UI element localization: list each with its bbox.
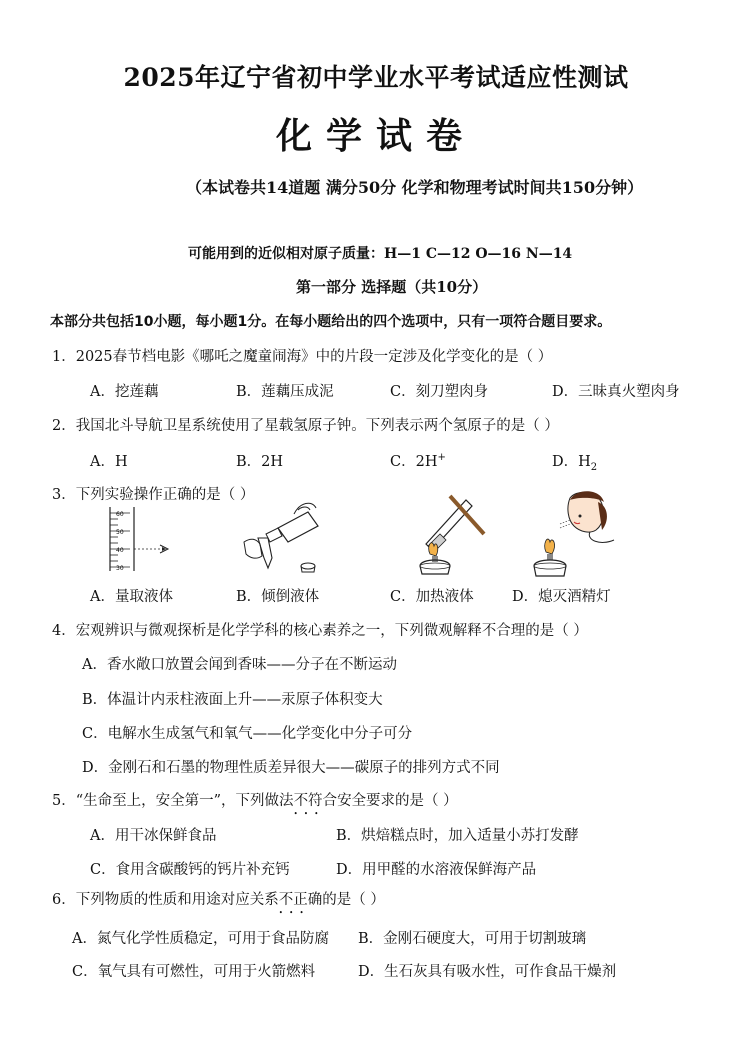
question-5-option-a: A．用干冰保鲜食品 xyxy=(90,828,217,844)
question-3-option-c: C．加热液体 xyxy=(390,589,474,605)
exam-info: （本试卷共14道题 满分50分 化学和物理考试时间共150分钟） xyxy=(186,178,644,197)
atomic-masses: 可能用到的近似相对原子质量：H—1 C—12 O—16 N—14 xyxy=(188,246,573,262)
question-2-option-b: B．2H xyxy=(236,454,284,470)
question-1-option-d: D．三昧真火塑肉身 xyxy=(552,384,680,400)
extinguish-lamp-figure xyxy=(530,490,620,582)
question-3-stem: 3．下列实验操作正确的是（ ） xyxy=(52,487,255,503)
question-4-option-b: B．体温计内汞柱液面上升——汞原子体积变大 xyxy=(82,692,383,708)
cylinder-tick-30: 30 xyxy=(116,565,124,572)
instructions: 本部分共包括10小题，每小题1分。在每小题给出的四个选项中，只有一项符合题目要求。 xyxy=(50,314,612,330)
question-6-stem: 6．下列物质的性质和用途对应关系不正确 • • •的是（ ） xyxy=(52,888,385,909)
question-6-option-b: B．金刚石硬度大，可用于切割玻璃 xyxy=(358,931,587,947)
pouring-liquid-figure xyxy=(238,498,328,576)
question-5-option-c: C．食用含碳酸钙的钙片补充钙 xyxy=(90,862,290,878)
question-4-stem: 4．宏观辨识与微观探析是化学学科的核心素养之一，下列微观解释不合理的是（ ） xyxy=(52,623,588,639)
question-1-option-a: A．挖莲藕 xyxy=(90,384,159,400)
question-4-option-d: D．金刚石和石墨的物理性质差异很大——碳原子的排列方式不同 xyxy=(82,760,500,776)
question-2-option-c: C．2H+ xyxy=(390,452,446,470)
question-2-stem: 2．我国北斗导航卫星系统使用了星载氢原子钟。下列表示两个氢原子的是（ ） xyxy=(52,418,559,434)
cylinder-tick-60: 60 xyxy=(116,511,124,518)
subject-title: 化学试卷 xyxy=(275,115,476,157)
question-3-option-d: D．熄灭酒精灯 xyxy=(512,589,611,605)
question-3-option-a: A．量取液体 xyxy=(90,589,173,605)
question-1-option-c: C．刻刀塑肉身 xyxy=(390,384,489,400)
question-2-option-d: D．$H_2$ xyxy=(552,454,598,473)
cylinder-tick-50: 50 xyxy=(116,529,124,536)
heating-liquid-figure xyxy=(410,494,496,580)
question-6-option-a: A．氮气化学性质稳定，可用于食品防腐 xyxy=(72,931,329,947)
question-6-option-d: D．生石灰具有吸水性，可作食品干燥剂 xyxy=(358,964,617,980)
question-5-stem: 5．“生命至上，安全第一”，下列做法不符合 • • •安全要求的是（ ） xyxy=(52,789,458,810)
emphasis-marker: 不符合 • • • xyxy=(294,793,338,809)
question-4-option-c: C．电解水生成氢气和氧气——化学变化中分子可分 xyxy=(82,726,413,742)
graduated-cylinder-figure xyxy=(100,505,180,575)
question-6-option-c: C．氧气具有可燃性，可用于火箭燃料 xyxy=(72,964,316,980)
question-5-option-b: B．烘焙糕点时，加入适量小苏打发酵 xyxy=(336,828,579,844)
question-3-option-b: B．倾倒液体 xyxy=(236,589,320,605)
part-title: 第一部分 选择题（共10分） xyxy=(296,278,488,296)
question-1-stem: 1．2025春节档电影《哪吒之魔童闹海》中的片段一定涉及化学变化的是（ ） xyxy=(52,349,553,365)
emphasis-marker: 不正确 • • • xyxy=(279,892,323,908)
exam-title: 2025年辽宁省初中学业水平考试适应性测试 xyxy=(123,63,629,92)
question-4-option-a: A．香水敞口放置会闻到香味——分子在不断运动 xyxy=(82,657,397,673)
cylinder-tick-40: 40 xyxy=(116,547,124,554)
question-1-option-b: B．莲藕压成泥 xyxy=(236,384,334,400)
question-5-option-d: D．用甲醛的水溶液保鲜海产品 xyxy=(336,862,537,878)
question-2-option-a: A．H xyxy=(90,454,128,470)
